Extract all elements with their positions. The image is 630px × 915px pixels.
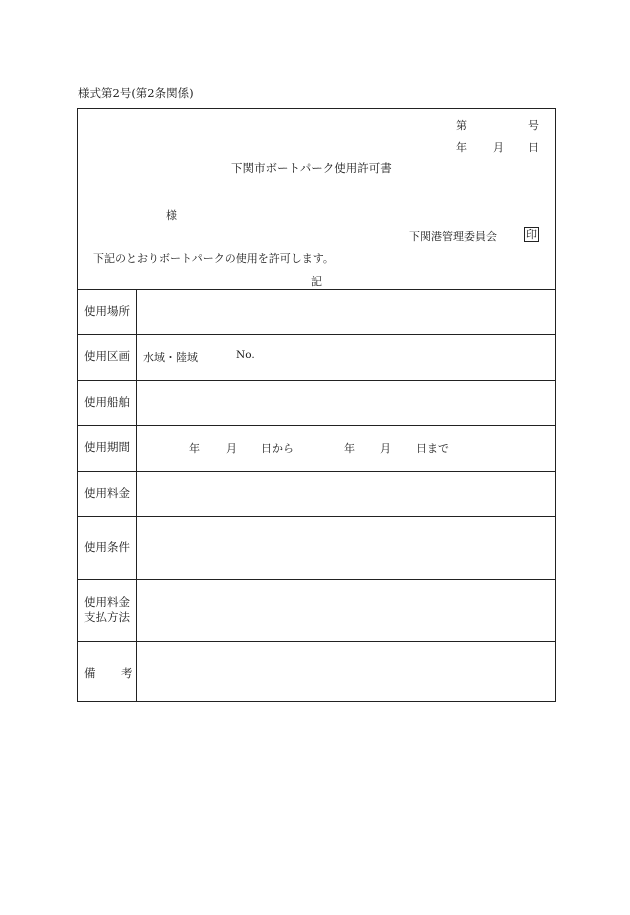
section-area-type: 水域・陸域 [143,351,198,364]
date-year-label: 年 [456,141,467,154]
issuer-name: 下関港管理委員会 [409,230,497,243]
payment-label-line2: 支払方法 [84,610,130,624]
number-dai: 第 [456,119,467,132]
fee-label: 使用料金 [84,486,130,500]
period-start-day: 日から [261,442,294,455]
row-divider [78,579,555,580]
period-end-day: 日まで [416,442,449,455]
seal-mark [524,227,539,242]
payment-label-line1: 使用料金 [84,595,130,609]
place-label: 使用場所 [84,304,130,318]
period-start-year: 年 [189,442,200,455]
row-divider [78,471,555,472]
conditions-label: 使用条件 [84,540,130,554]
date-day-label: 日 [528,141,539,154]
section-label: 使用区画 [84,349,130,363]
ki-heading: 記 [311,275,322,288]
vessel-label: 使用船舶 [84,395,130,409]
document-title: 下関市ボートパーク使用許可書 [231,161,392,175]
form-number-label: 様式第2号(第2条関係) [78,86,194,100]
row-divider [78,641,555,642]
remarks-label-b: 考 [121,666,133,680]
date-month-label: 月 [493,141,504,154]
addressee-sama: 様 [166,209,177,222]
row-divider [78,334,555,335]
table-top-line [78,289,555,290]
number-go: 号 [528,119,539,132]
row-divider [78,425,555,426]
period-end-year: 年 [344,442,355,455]
remarks-label-a: 備 [84,666,96,680]
seal-stamp: 印 [526,228,537,241]
permit-form [77,108,556,702]
period-start-month: 月 [226,442,237,455]
period-end-month: 月 [380,442,391,455]
period-label: 使用期間 [84,440,130,454]
permission-statement: 下記のとおりボートパークの使用を許可します。 [93,252,334,265]
row-divider [78,380,555,381]
label-column-divider [136,289,137,701]
row-divider [78,516,555,517]
section-number-label: No. [236,349,255,361]
